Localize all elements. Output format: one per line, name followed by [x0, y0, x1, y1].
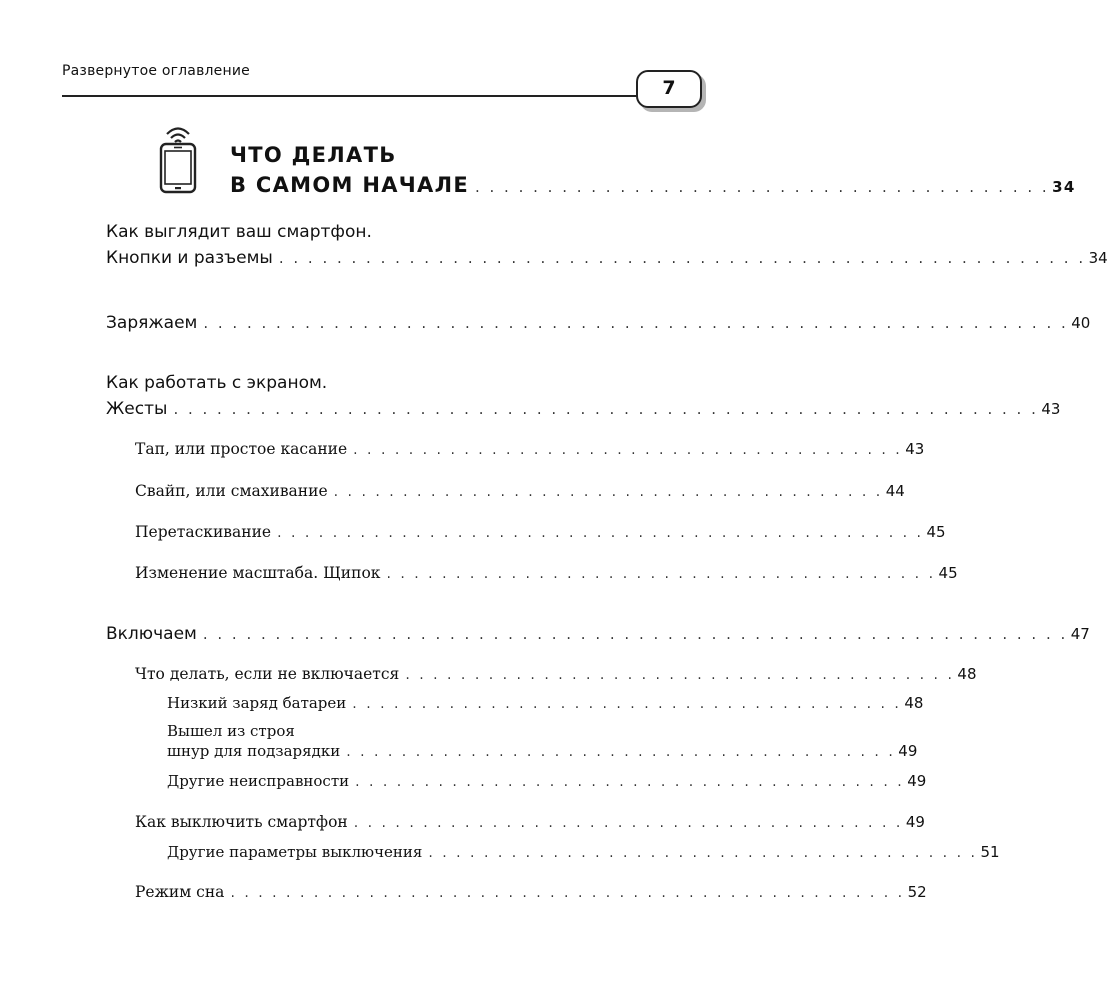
toc-subsection-label: Тап, или простое касание	[135, 440, 348, 458]
toc-subsection-label: Свайп, или смахивание	[135, 482, 328, 500]
toc-page-number: 48	[904, 694, 924, 712]
dot-leader: . . . . . . . . . . . . . . . . . . . . . . . . . . . . . . . . . . . . . . . .	[353, 815, 903, 831]
toc-page-number: 40	[1071, 314, 1091, 332]
toc-page-number: 48	[957, 665, 977, 683]
header-rule	[62, 95, 637, 97]
toc-subsection-entry	[135, 440, 925, 458]
dot-leader: . . . . . . . . . . . . . . . . . . . . . . . . . . . . . . . . . . . . . . . .	[353, 442, 903, 458]
toc-section-label: Заряжаем	[106, 313, 198, 333]
toc-page-number: 51	[980, 843, 1000, 861]
dot-leader: . . . . . . . . . . . . . . . . . . . . . . . . . . . . . . . . . . . . . . . .	[333, 484, 883, 500]
toc-subsection-entry	[135, 813, 925, 831]
toc-subsection-label: Режим сна	[135, 883, 225, 901]
toc-page-number: 34	[1088, 249, 1108, 267]
toc-item-entry	[167, 694, 924, 712]
running-header-title: Развернутое оглавление	[62, 63, 250, 79]
dot-leader: . . . . . . . . . . . . . . . . . . . . . . . . . . . . . . . . . . . . . . . . . . . . . . . . . . . . . . . . . . . .	[173, 400, 1039, 418]
toc-subsection-label: Что делать, если не включается	[135, 665, 400, 683]
toc-page-number: 47	[1070, 625, 1090, 643]
toc-section-line1: Как работать с экраном.	[106, 373, 328, 393]
toc-subsection-entry	[135, 523, 946, 541]
dot-leader: . . . . . . . . . . . . . . . . . . . . . . . . . . . . . . . . . . . . . . . . . . . . . . . . . . . . . . . .	[278, 249, 1086, 267]
toc-item-entry	[167, 772, 927, 790]
chapter-title-line2: В САМОМ НАЧАЛЕ	[230, 173, 469, 197]
chapter-title-entry	[230, 170, 1076, 202]
toc-section-label: Жесты	[106, 399, 168, 419]
toc-item-line1: Вышел из строя	[167, 722, 295, 740]
dot-leader: . . . . . . . . . . . . . . . . . . . . . . . . . . . . . . . . . . . . . . . . . . . . . . . . . . . . . . . . . . . .	[203, 314, 1069, 332]
toc-item-label: Низкий заряд батареи	[167, 694, 347, 712]
toc-page-number: 49	[898, 742, 918, 760]
toc-subsection-label: Как выключить смартфон	[135, 813, 348, 831]
smartphone-wifi-icon	[150, 122, 206, 196]
toc-section-entry	[106, 624, 1090, 644]
toc-section-label: Кнопки и разъемы	[106, 248, 273, 268]
dot-leader: . . . . . . . . . . . . . . . . . . . . . . . . . . . . . . . . . . . . . . . .	[386, 566, 936, 582]
toc-subsection-entry	[135, 564, 958, 582]
dot-leader: . . . . . . . . . . . . . . . . . . . . . . . . . . . . . . . . . . . . . . . .	[428, 845, 978, 861]
dot-leader: . . . . . . . . . . . . . . . . . . . . . . . . . . . . . . . . . . . . . . . .	[355, 774, 905, 790]
toc-page-number: 45	[938, 564, 958, 582]
toc-subsection-entry	[135, 665, 977, 683]
dot-leader: . . . . . . . . . . . . . . . . . . . . . . . . . . . . . . . . . . . . . . . . . . . . . . . . . . . . . . . . . . . .	[202, 625, 1068, 643]
chapter-page: 34	[1052, 178, 1076, 196]
toc-subsection-label: Изменение масштаба. Щипок	[135, 564, 381, 582]
toc-item-entry	[167, 843, 1000, 861]
toc-page-number: 44	[885, 482, 905, 500]
toc-subsection-entry	[135, 883, 927, 901]
toc-page-number: 43	[905, 440, 925, 458]
toc-item-label: Другие неисправности	[167, 772, 350, 790]
dot-leader: . . . . . . . . . . . . . . . . . . . . . . . . . . . . . . . . . . . . . . . . . . . . . . . . .	[230, 885, 905, 901]
toc-item-entry	[167, 742, 918, 760]
toc-item-label: шнур для подзарядки	[167, 742, 341, 760]
toc-section-line1: Как выглядит ваш смартфон.	[106, 222, 372, 242]
dot-leader: . . . . . . . . . . . . . . . . . . . . . . . . . . . . . . . . . . . . . . . .	[352, 696, 902, 712]
toc-page-number: 49	[905, 813, 925, 831]
toc-section-entry	[106, 248, 1108, 268]
chapter-title-line1: ЧТО ДЕЛАТЬ	[230, 143, 397, 167]
toc-section-entry	[106, 399, 1061, 419]
toc-section-label: Включаем	[106, 624, 197, 644]
toc-subsection-entry	[135, 482, 905, 500]
toc-section-entry	[106, 313, 1091, 333]
dot-leader: . . . . . . . . . . . . . . . . . . . . . . . . . . . . . . . . . . . . . . . .	[405, 667, 955, 683]
toc-page-number: 49	[907, 772, 927, 790]
toc-subsection-label: Перетаскивание	[135, 523, 272, 541]
toc-page-number: 43	[1041, 400, 1061, 418]
dot-leader: . . . . . . . . . . . . . . . . . . . . . . . . . . . . . . . . . . . . . . . . . . . . . . .	[277, 525, 924, 541]
chapter-heading	[230, 140, 1076, 202]
dot-leader: . . . . . . . . . . . . . . . . . . . . . . . . . . . . . . . . . . . . . . . .	[346, 744, 896, 760]
toc-page-number: 45	[926, 523, 946, 541]
toc-item-label: Другие параметры выключения	[167, 843, 423, 861]
page-number-badge: 7	[636, 70, 702, 108]
dot-leader: . . . . . . . . . . . . . . . . . . . . . . . . . . . . . . . . . . . . . . . .	[474, 178, 1050, 196]
toc-page-number: 52	[907, 883, 927, 901]
